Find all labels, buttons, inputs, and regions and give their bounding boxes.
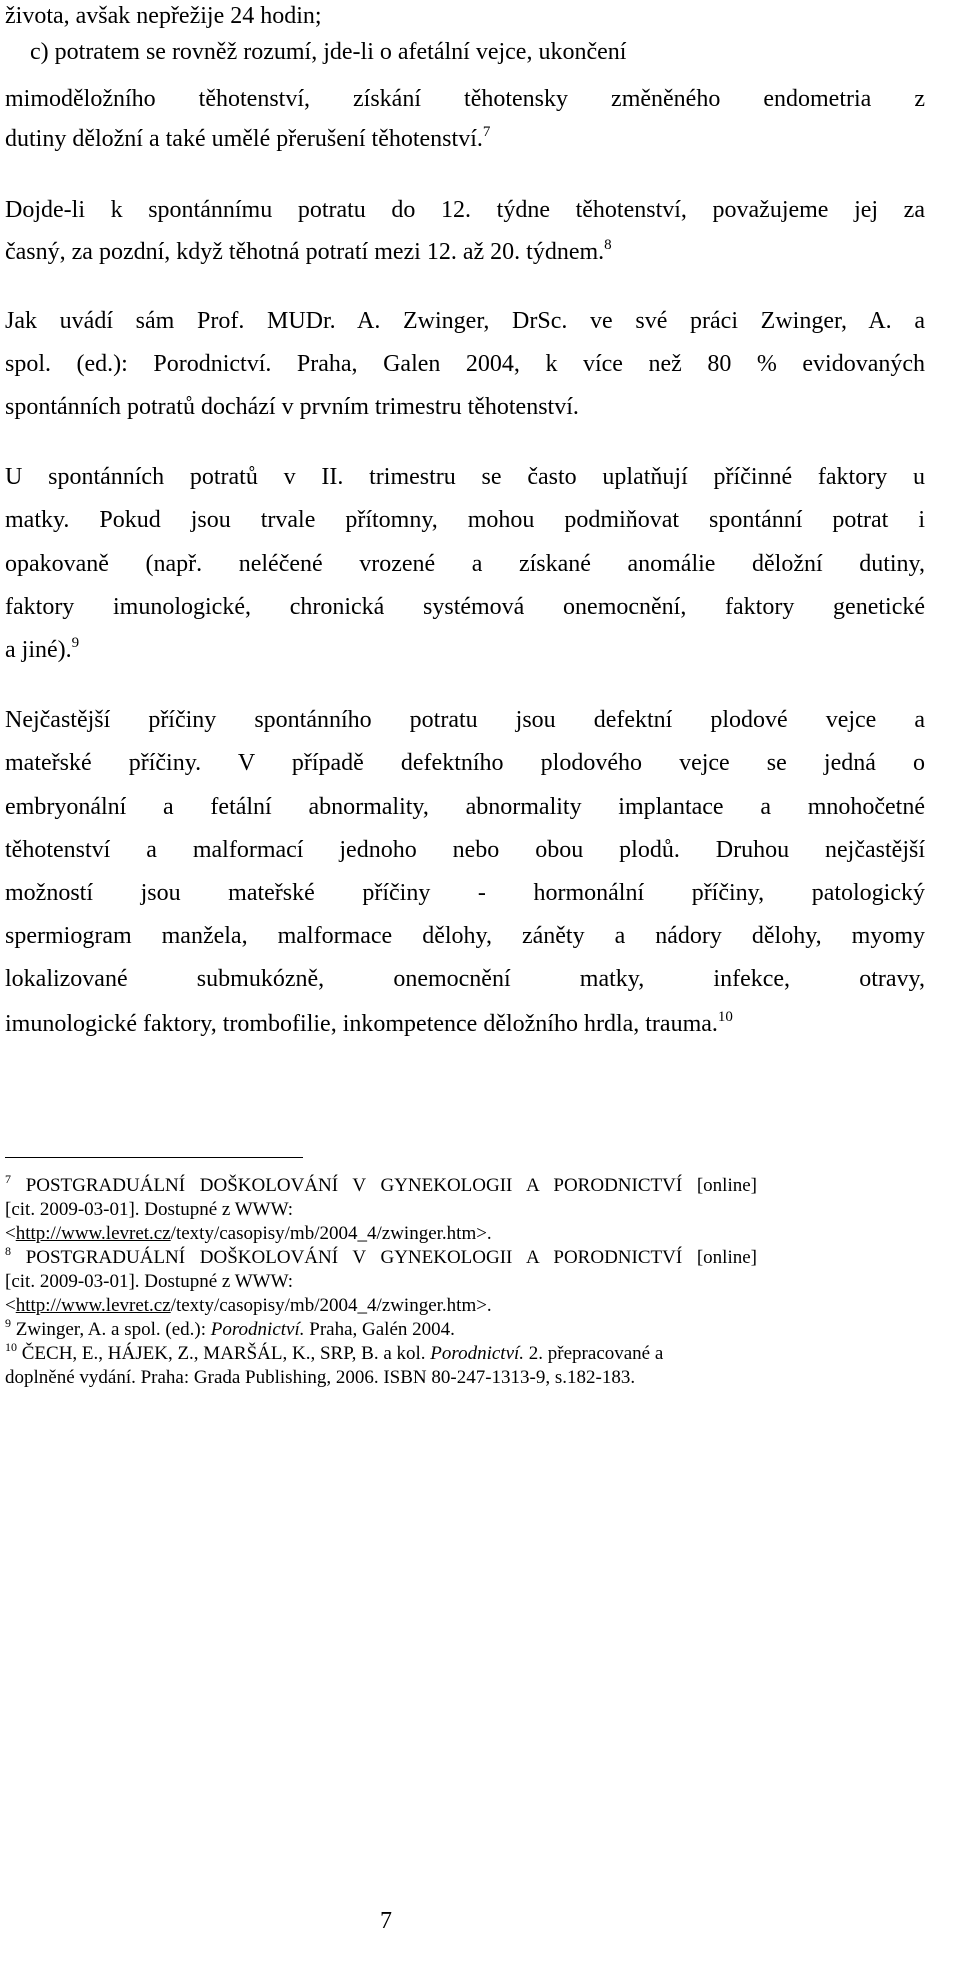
body-line: spol. (ed.): Porodnictví. Praha, Galen 2004, k více než 80 % evidovaných bbox=[5, 351, 925, 377]
footnote-10-line: doplněné vydání. Praha: Grada Publishing, 2006. ISBN 80-247-1313-9, s.182-183. bbox=[5, 1367, 636, 1388]
body-line: c) potratem se rovněž rozumí, jde-li o afetální vejce, ukončení bbox=[30, 39, 627, 65]
footnote-number: 9 bbox=[5, 1316, 11, 1330]
body-line: možností jsou mateřské příčiny - hormonální příčiny, patologický bbox=[5, 880, 925, 906]
body-line: Nejčastější příčiny spontánního potratu jsou defektní plodové vejce a bbox=[5, 707, 925, 733]
body-line: imunologické faktory, trombofilie, inkompetence děložního hrdla, trauma.$^{10}$ bbox=[5, 1009, 733, 1037]
footnote-ref: 8 bbox=[604, 237, 612, 253]
footnote-ref: 7 bbox=[482, 124, 491, 140]
body-line: mimoděložního těhotenství, získání těhotensky změněného endometria z bbox=[5, 86, 925, 112]
body-line: dutiny děložní a také umělé přerušení těhotenství.$^7$ bbox=[5, 124, 491, 152]
footnote-number: 7 bbox=[5, 1172, 11, 1186]
body-line: embryonální a fetální abnormality, abnormality implantace a mnohočetné bbox=[5, 794, 925, 820]
footnote-ref: 9 bbox=[71, 635, 80, 651]
body-line: faktory imunologické, chronická systémová onemocnění, faktory genetické bbox=[5, 594, 925, 620]
footnote-number: 10 bbox=[5, 1340, 17, 1354]
body-line: opakovaně (např. neléčené vrozené a získané anomálie děložní dutiny, bbox=[5, 551, 925, 577]
footnote-10: $^{10}$ ČECH, E., HÁJEK, Z., MARŠÁL, K., SRP, B. a kol. Porodnictví. 2. přepracované a bbox=[5, 1340, 664, 1364]
body-line: časný, za pozdní, když těhotná potratí mezi 12. až 20. týdnem.$^8$ bbox=[5, 237, 612, 265]
body-line: spermiogram manžela, malformace dělohy, záněty a nádory dělohy, myomy bbox=[5, 923, 925, 949]
body-line: Jak uvádí sám Prof. MUDr. A. Zwinger, DrSc. ve své práci Zwinger, A. a bbox=[5, 308, 925, 334]
body-line: mateřské příčiny. V případě defektního plodového vejce se jedná o bbox=[5, 750, 925, 776]
footnote-7-line: <http://www.levret.cz/texty/casopisy/mb/2004_4/zwinger.htm>. bbox=[5, 1223, 492, 1244]
page-number: 7 bbox=[380, 1908, 392, 1934]
footnote-7: $^7$ POSTGRADUÁLNÍ DOŠKOLOVÁNÍ V GYNEKOLOGII A PORODNICTVÍ [online] bbox=[5, 1172, 758, 1196]
body-line: a jiné).$^9$ bbox=[5, 635, 80, 663]
body-line: matky. Pokud jsou trvale přítomny, mohou podmiňovat spontánní potrat i bbox=[5, 507, 925, 533]
body-line: života, avšak nepřežije 24 hodin; bbox=[5, 3, 322, 29]
body-line: U spontánních potratů v II. trimestru se často uplatňují příčinné faktory u bbox=[5, 464, 925, 490]
footnote-separator bbox=[5, 1157, 303, 1158]
footnote-8: $^8$ POSTGRADUÁLNÍ DOŠKOLOVÁNÍ V GYNEKOLOGII A PORODNICTVÍ [online] bbox=[5, 1244, 758, 1268]
body-line: lokalizované submukózně, onemocnění matky, infekce, otravy, bbox=[5, 966, 925, 992]
footnote-number: 8 bbox=[5, 1244, 11, 1258]
footnote-9: $^9$ Zwinger, A. a spol. (ed.): Porodnictví. Praha, Galén 2004. bbox=[5, 1316, 455, 1340]
footnote-8-line: [cit. 2009-03-01]. Dostupné z WWW: bbox=[5, 1271, 294, 1292]
body-line: Dojde-li k spontánnímu potratu do 12. týdne těhotenství, považujeme jej za bbox=[5, 197, 925, 223]
footnote-7-line: [cit. 2009-03-01]. Dostupné z WWW: bbox=[5, 1199, 294, 1220]
footnote-8-line: <http://www.levret.cz/texty/casopisy/mb/2004_4/zwinger.htm>. bbox=[5, 1295, 492, 1316]
body-line: spontánních potratů dochází v prvním trimestru těhotenství. bbox=[5, 394, 579, 420]
footnote-8-link[interactable]: http://www.levret.cz bbox=[15, 1295, 171, 1316]
footnote-ref: 10 bbox=[717, 1009, 733, 1025]
body-line: těhotenství a malformací jednoho nebo obou plodů. Druhou nejčastější bbox=[5, 837, 925, 863]
footnote-7-link[interactable]: http://www.levret.cz bbox=[15, 1223, 171, 1244]
